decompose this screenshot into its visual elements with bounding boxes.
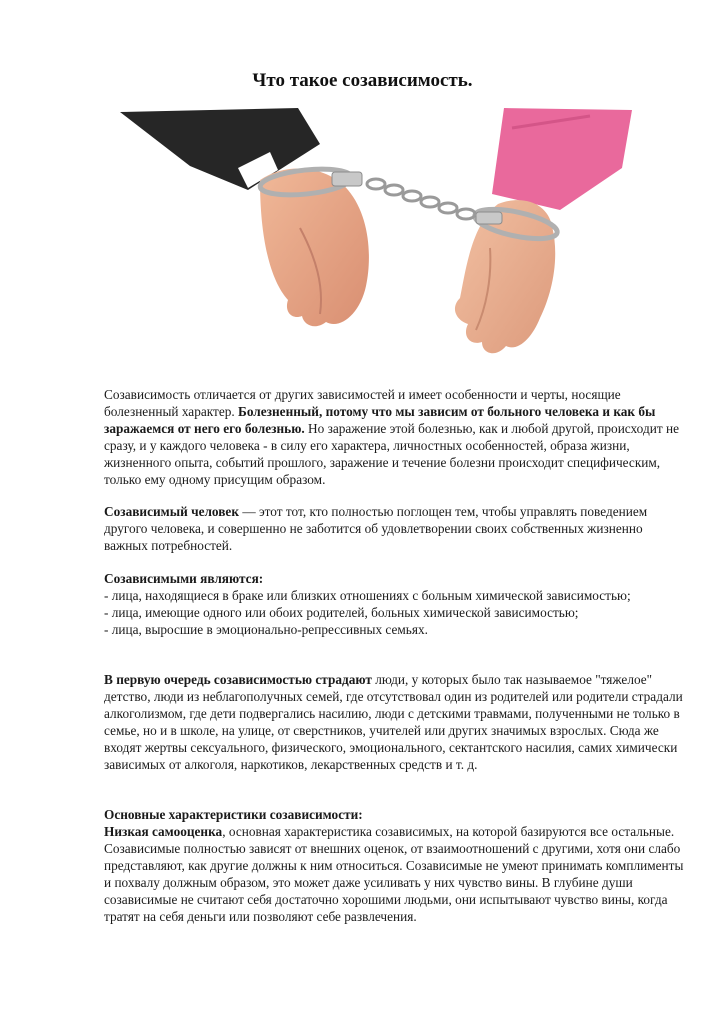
handcuff-chain [367,179,475,219]
page-title: Что такое созависимость. [252,70,473,91]
list-item: - лица, имеющие одного или обоих родителей, больных химической зависимостью; [104,605,579,620]
list-item: - лица, выросшие в эмоционально-репрессивных семьях. [104,622,428,637]
characteristics-bold: Низкая самооценка [104,824,223,839]
right-sleeve [492,108,632,210]
intro-paragraph [104,386,684,488]
right-hand [455,200,555,353]
definition-paragraph [104,503,684,554]
intro-bold: Болезненный, потому что мы зависим от больного человека и как бы заражаемся от него его болезнью. [104,404,656,436]
characteristics-text: , основная характеристика созависимых, на которой базируются все остальные. Созависимые полностью зависят от внешних оценок, от взаимоотношений с другими, хотя они слабо представляют, как другие должны к ним относиться. Созависимые не умеют принимать комплименты и похвалу должным образом, это может даже усиливать у них чувство вины. В глубине души созависимые не считают себя достаточно хорошими людьми, они испытывают чувство вины, когда тратят на себя деньги или позволяют себе развлечения. [104,824,684,924]
first-text: люди, у которых было так называемое "тяжелое" детство, люди из неблагополучных семей, где отсутствовал один из родителей или родители страдали алкоголизмом, где дети подвергались насилию, люди с детскими травмами, полученными не только в семье, но и в школе, на улице, от сверстников, учителей или других значимых взрослых. Сюда же входят жертвы сексуального, физического, эмоционального, сектантского насилия, самих химически зависимых от алкоголя, наркотиков, лекарственных средств и т. д. [104,672,683,772]
first-bold: В первую очередь созависимостью страдают [104,672,372,687]
characteristics-heading: Основные характеристики созависимости: [104,807,363,822]
intro-text-1: Созависимость отличается от других зависимостей и имеет особенности и черты, носящие болезненный характер. [104,387,621,419]
definition-text: — этот тот, кто полностью поглощен тем, чтобы управлять поведением другого человека, и совершенно не заботится об удовлетворении своих собственных жизненно важных потребностей. [104,504,648,553]
who-heading: Созависимыми являются: [104,571,264,586]
definition-bold: Созависимый человек [104,504,239,519]
characteristics-section [104,806,684,925]
who-section [104,570,684,638]
first-paragraph [104,671,684,773]
intro-text-2: Но заражение этой болезнью, как и любой другой, происходит не сразу, и у каждого человека - в силу его характера, личностных особенностей, образа жизни, жизненного опыта, событий прошлого, заражение и течение болезни происходит специфическим, только ему одному присущим образом. [104,421,679,487]
list-item: - лица, находящиеся в браке или близких отношениях с больным химической зависимостью; [104,588,631,603]
hands-in-handcuffs-illustration [120,108,640,370]
